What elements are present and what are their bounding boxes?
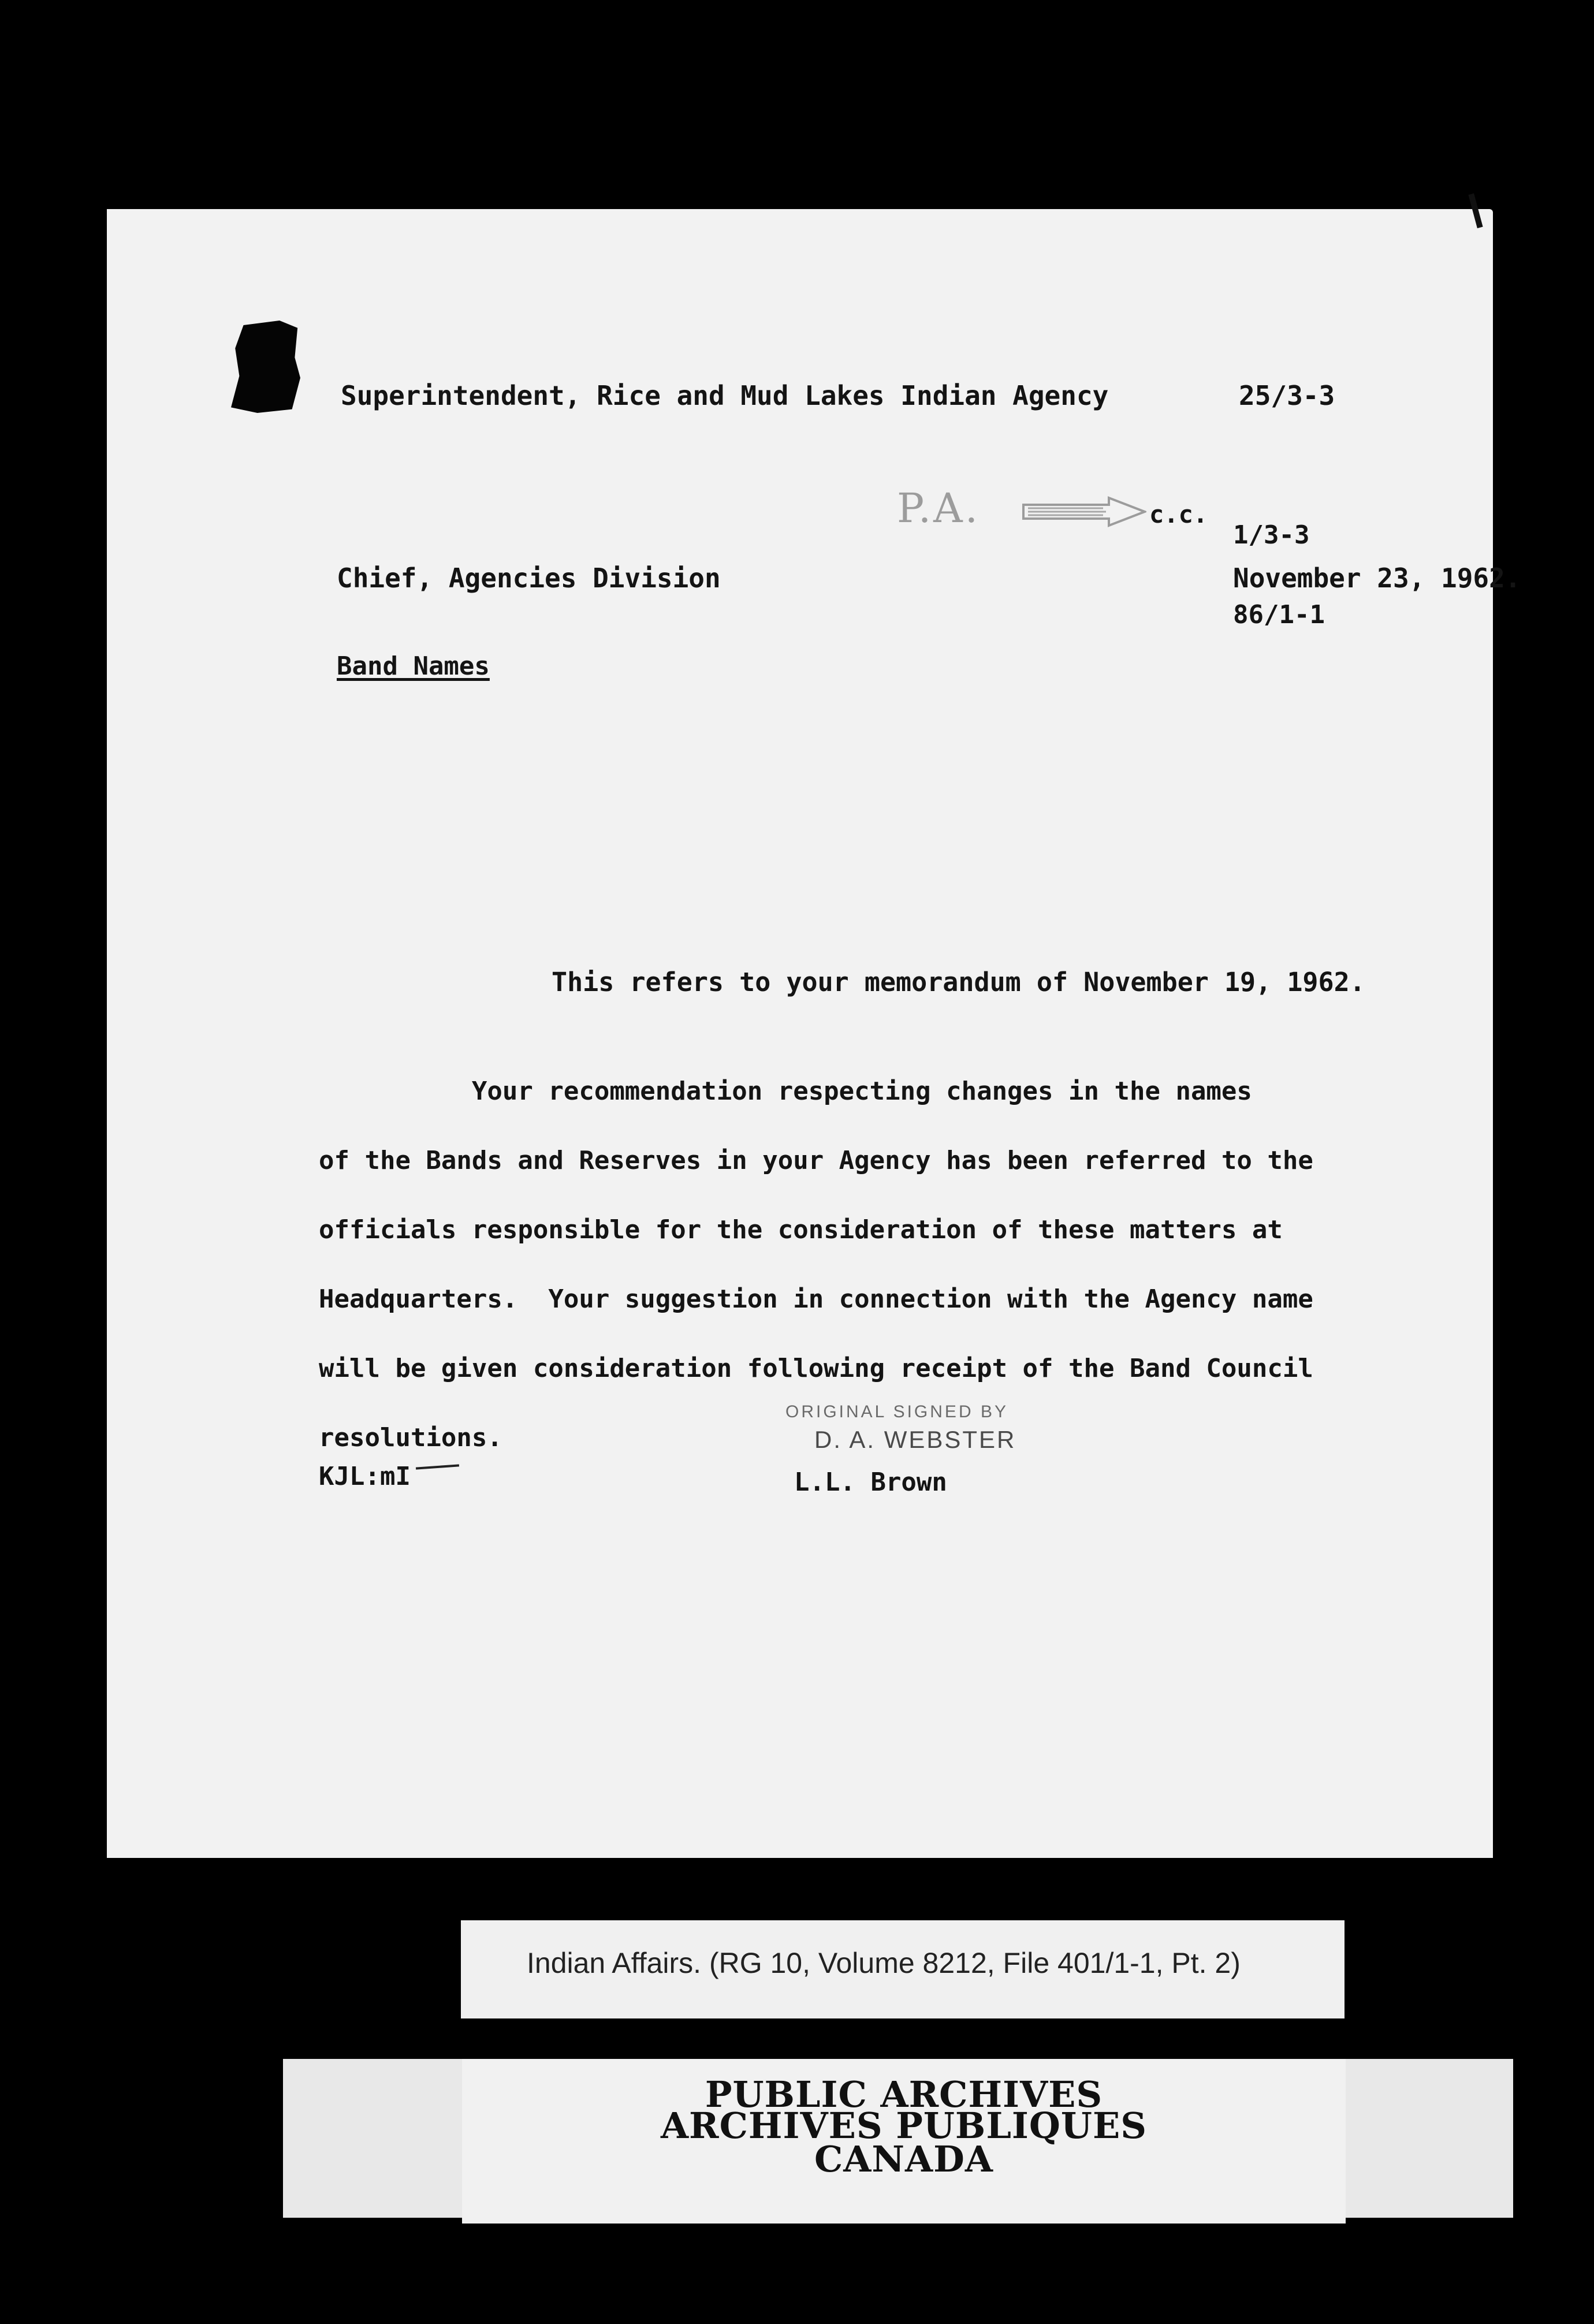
subject-line: Band Names [337, 651, 490, 681]
archive-line-3: CANADA [814, 2138, 994, 2180]
signer-stamp: D. A. WEBSTER [814, 1426, 1016, 1453]
pa-stamp: P.A. [897, 485, 980, 532]
body-line: will be given consideration following receipt of the Band Council [319, 1354, 1313, 1383]
body-line: of the Bands and Reserves in your Agency has been referred to the [319, 1146, 1313, 1175]
archive-reference: Indian Affairs. (RG 10, Volume 8212, File 401/1-1, Pt. 2) [527, 1947, 1241, 1979]
recipient-line: Superintendent, Rice and Mud Lakes Indian Agency [341, 380, 1109, 411]
archive-line-2: ARCHIVES PUBLIQUES [660, 2105, 1148, 2147]
arrow-stamp-icon [1022, 496, 1146, 528]
body-line: officials responsible for the consideration of these matters at [319, 1215, 1283, 1245]
cc-file-1: 1/3-3 [1233, 520, 1310, 550]
original-signed-stamp: ORIGINAL SIGNED BY [785, 1402, 1008, 1421]
cc-file-list [1233, 469, 1325, 655]
punch-hole [231, 321, 300, 413]
body-line: Headquarters. Your suggestion in connection with the Agency name [319, 1284, 1313, 1314]
typist-initials: KJL:mI [319, 1462, 411, 1491]
memo-date: November 23, 1962. [1233, 563, 1521, 594]
cc-file-2: 86/1-1 [1233, 600, 1325, 630]
sender-line: Chief, Agencies Division [337, 563, 721, 594]
body-line: resolutions. [319, 1423, 502, 1452]
body-paragraph-1: This refers to your memorandum of November 19, 1962. [552, 967, 1365, 997]
file-number: 25/3-3 [1239, 380, 1335, 411]
archive-line-1: PUBLIC ARCHIVES [705, 2073, 1103, 2116]
body-line: Your recommendation respecting changes in the names [319, 1077, 1252, 1106]
signatory-name: L.L. Brown [794, 1468, 947, 1497]
cc-label: c.c. [1149, 500, 1208, 528]
